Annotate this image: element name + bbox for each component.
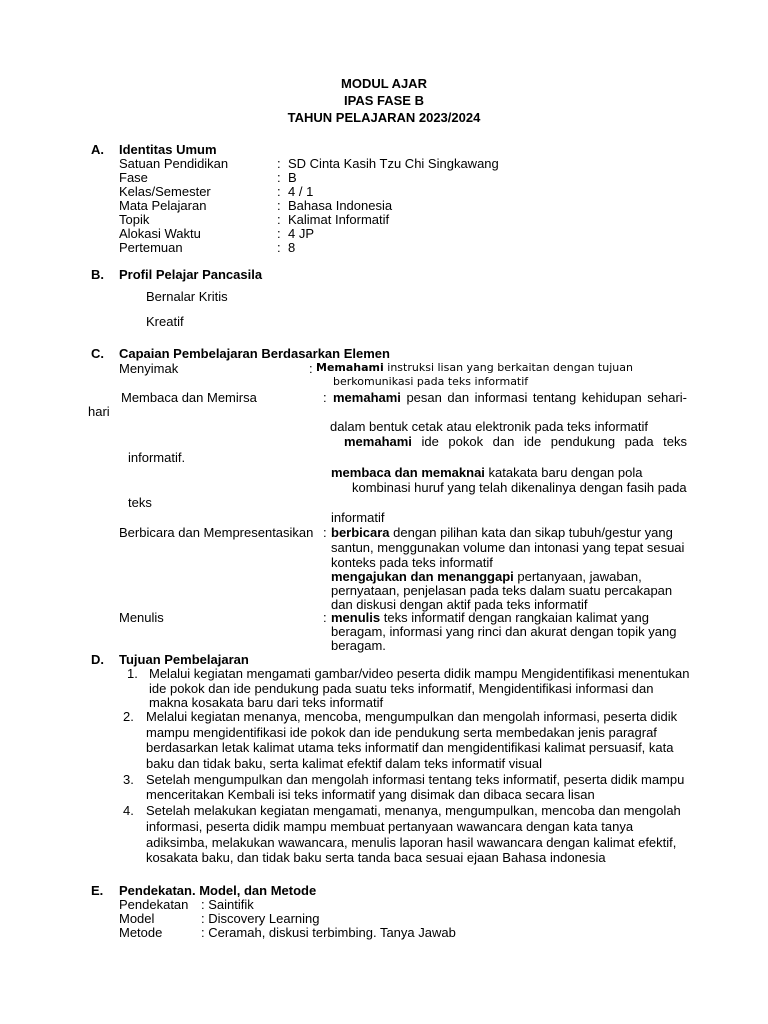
tujuan-line: berdasarkan letak kalimat utama teks informatif dan mengidentifikasi kalimat persuasif, kata <box>146 740 674 755</box>
cp-membaca-line3 <box>344 435 687 449</box>
cp-text: pesan dan informasi tentang kehidupan sehari- <box>400 390 687 405</box>
cp-membaca-wrap2: informatif. <box>128 450 186 465</box>
cp-menulis-line1 <box>331 611 649 625</box>
identitas-label: Kelas/Semester <box>119 184 211 199</box>
title-line-3: TAHUN PELAJARAN 2023/2024 <box>287 110 481 125</box>
cp-text: pertanyaan, jawaban, <box>513 569 642 584</box>
cp-text: katakata baru dengan pola <box>484 465 643 480</box>
identitas-label: Mata Pelajaran <box>119 198 207 213</box>
tujuan-line: Setelah melakukan kegiatan mengamati, menanya, mengumpulkan, mencoba dan mengolah <box>146 803 681 818</box>
cp-membaca-wrap1: hari <box>88 404 110 419</box>
identitas-label: Topik <box>119 212 150 227</box>
identitas-value: B <box>288 170 297 185</box>
tujuan-num: 3. <box>123 772 134 787</box>
section-c-letter: C. <box>91 346 104 361</box>
identitas-colon: : <box>277 156 281 171</box>
tujuan-line: baku dan tidak baku, serta kalimat efektif dalam teks informatif visual <box>146 756 542 771</box>
cp-label-menyimak: Menyimak <box>119 361 179 376</box>
tujuan-line: Melalui kegiatan menanya, mencoba, mengumpulkan dan mengolah informasi, peserta didik <box>146 709 678 724</box>
identitas-label: Fase <box>119 170 148 185</box>
tujuan-line: ide pokok dan ide pendukung pada suatu teks informatif, Mengidentifikasi informasi dan <box>149 681 654 696</box>
cp-membaca-wrap4: teks <box>128 495 152 510</box>
cp-label-membaca: Membaca dan Memirsa <box>121 390 257 405</box>
section-a-letter: A. <box>91 142 104 157</box>
cp-colon: : <box>323 390 327 405</box>
cp-membaca-line1 <box>333 391 687 405</box>
tujuan-line: Setelah mengumpulkan dan mengolah informasi tentang teks informatif, peserta didik mampu <box>146 772 685 787</box>
cp-menulis-line2: beragam, informasi yang rinci dan akurat dengan topik yang <box>331 624 677 639</box>
cp-text: instruksi lisan yang berkaitan dengan tujuan <box>383 361 633 374</box>
cp-bold: berbicara <box>331 525 390 540</box>
identitas-label: Satuan Pendidikan <box>119 156 229 171</box>
identitas-colon: : <box>277 240 281 255</box>
cp-colon: : <box>323 525 327 540</box>
identitas-value: Bahasa Indonesia <box>288 198 393 213</box>
cp-label-berbicara: Berbicara dan Mempresentasikan <box>119 525 314 540</box>
pendekatan-label: Pendekatan <box>119 897 189 912</box>
identitas-colon: : <box>277 184 281 199</box>
cp-label-menulis: Menulis <box>119 610 164 625</box>
cp-berbicara-line4 <box>331 570 642 584</box>
profil-item: Bernalar Kritis <box>146 289 228 304</box>
cp-menyimak-line1 <box>316 362 633 374</box>
section-a-heading: Identitas Umum <box>119 142 217 157</box>
cp-colon: : <box>323 610 327 625</box>
pendekatan-label: Model <box>119 911 155 926</box>
tujuan-num: 1. <box>127 666 138 681</box>
pendekatan-value: : Discovery Learning <box>201 911 320 926</box>
tujuan-line: mampu mengidentifikasi ide pokok dan ide pendukung serta membedakan jenis paragraf <box>146 725 657 740</box>
identitas-colon: : <box>277 198 281 213</box>
cp-menulis-line3: beragam. <box>331 638 386 653</box>
cp-text: ide pokok dan ide pendukung pada teks <box>411 434 687 449</box>
cp-bold: mengajukan dan menanggapi <box>331 569 514 584</box>
profil-item: Kreatif <box>146 314 184 329</box>
cp-bold: memahami <box>333 390 401 405</box>
cp-berbicara-line3: konteks pada teks informatif <box>331 555 493 570</box>
title-line-1: MODUL AJAR <box>341 76 427 91</box>
cp-text: dengan pilihan kata dan sikap tubuh/gestur yang <box>389 525 673 540</box>
section-c-heading: Capaian Pembelajaran Berdasarkan Elemen <box>119 346 390 361</box>
tujuan-line: kosakata baku, dan tidak baku serta tanda baca sesuai ejaan Bahasa indonesia <box>146 850 606 865</box>
cp-berbicara-line6: dan diskusi dengan aktif pada teks informatif <box>331 597 588 612</box>
cp-membaca-line5: kombinasi huruf yang telah dikenalinya dengan fasih pada <box>352 480 687 495</box>
identitas-value: 4 / 1 <box>288 184 314 199</box>
cp-berbicara-line1 <box>331 526 673 540</box>
identitas-label: Pertemuan <box>119 240 183 255</box>
title-line-2: IPAS FASE B <box>344 93 424 108</box>
identitas-colon: : <box>277 170 281 185</box>
section-e-letter: E. <box>91 883 104 898</box>
tujuan-num: 2. <box>123 709 134 724</box>
tujuan-line: informasi, peserta didik mampu membuat pertanyaan wawancara dengan kata tanya <box>146 819 634 834</box>
tujuan-line: Melalui kegiatan mengamati gambar/video peserta didik mampu Mengidentifikasi menentukan <box>149 666 690 681</box>
tujuan-num: 4. <box>123 803 134 818</box>
identitas-colon: : <box>277 212 281 227</box>
identitas-colon: : <box>277 226 281 241</box>
cp-bold: membaca dan memaknai <box>331 465 485 480</box>
tujuan-line: adiksimba, melakukan wawancara, menulis laporan hasil wawancara dengan kalimat efektif, <box>146 835 677 850</box>
identitas-value: 4 JP <box>288 226 315 241</box>
section-d-letter: D. <box>91 652 104 667</box>
cp-berbicara-line5: pernyataan, penjelasan pada teks dalam suatu percakapan <box>331 583 673 598</box>
pendekatan-value: : Ceramah, diskusi terbimbing. Tanya Jawab <box>201 925 456 940</box>
cp-text: teks informatif dengan rangkaian kalimat yang <box>380 610 649 625</box>
section-b-letter: B. <box>91 267 104 282</box>
cp-bold: Memahami <box>316 361 384 374</box>
tujuan-line: makna kosakata baru dari teks informatif <box>149 695 384 710</box>
cp-membaca-line6: informatif <box>331 510 385 525</box>
cp-berbicara-line2: santun, menggunakan volume dan intonasi yang tepat sesuai <box>331 540 685 555</box>
identitas-label: Alokasi Waktu <box>119 226 201 241</box>
cp-bold: memahami <box>344 434 412 449</box>
cp-colon: : <box>309 361 313 376</box>
pendekatan-label: Metode <box>119 925 163 940</box>
cp-bold: menulis <box>331 610 381 625</box>
cp-membaca-line2: dalam bentuk cetak atau elektronik pada teks informatif <box>330 419 648 434</box>
identitas-value: SD Cinta Kasih Tzu Chi Singkawang <box>288 156 499 171</box>
cp-menyimak-line2: berkomunikasi pada teks informatif <box>333 375 529 388</box>
identitas-value: 8 <box>288 240 296 255</box>
cp-membaca-line4 <box>331 466 642 480</box>
identitas-value: Kalimat Informatif <box>288 212 390 227</box>
section-e-heading: Pendekatan. Model, dan Metode <box>119 883 317 898</box>
pendekatan-value: : Saintifik <box>201 897 254 912</box>
tujuan-line: menceritakan Kembali isi teks informatif yang disimak dan dibaca secara lisan <box>146 787 595 802</box>
section-b-heading: Profil Pelajar Pancasila <box>119 267 263 282</box>
section-d-heading: Tujuan Pembelajaran <box>119 652 249 667</box>
